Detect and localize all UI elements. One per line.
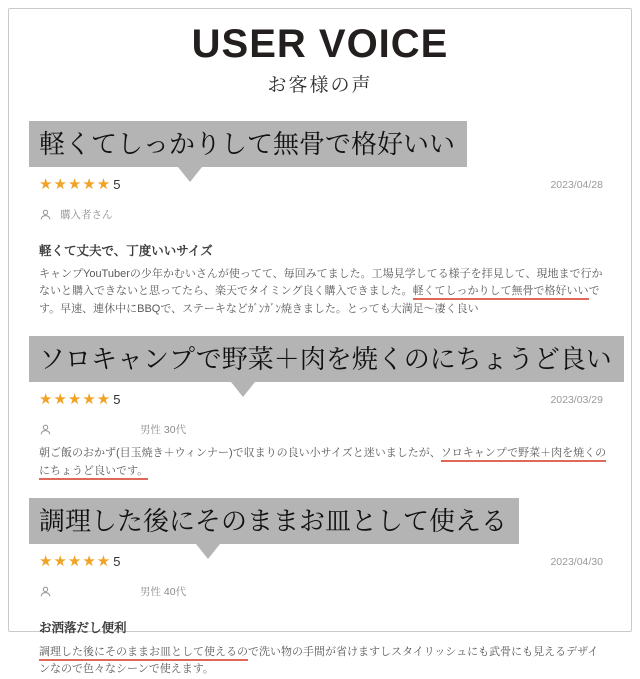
page-title: USER VOICE <box>191 22 449 66</box>
body-text: 朝ご飯のおかず(目玉焼き＋ウィンナー)で収まりの良い小サイズと迷いましたが、 <box>39 447 441 460</box>
review-date: 2023/04/28 <box>550 179 603 191</box>
person-icon <box>39 423 52 436</box>
review-title: 軽くて丈夫で、丁度いいサイズ <box>39 244 213 258</box>
page-subtitle: お客様の声 <box>267 75 373 96</box>
highlighted-text: 軽くてしっかりして無骨で格好いい <box>413 285 589 300</box>
page-content <box>9 9 631 679</box>
star-rating <box>39 553 120 571</box>
person-icon <box>39 208 52 221</box>
review-headline-banner: 軽くてしっかりして無骨で格好いい <box>29 121 467 167</box>
review-body <box>29 445 611 480</box>
body-text: キャンプYouTuberの少年かむいさんが使ってて、毎回みてました。工場見学してる様子を拝見して、現地まで行かないと購入できないと思ってたら、楽天でタイミング良く購入できました。 <box>39 268 603 298</box>
page-frame <box>8 8 632 676</box>
review-meta-row <box>29 391 611 409</box>
reviewer-attributes: 男性 40代 <box>140 585 187 598</box>
review-card-3 <box>29 498 611 679</box>
star-icons: ★★★★★ <box>39 391 112 409</box>
reviewer-row <box>29 422 611 437</box>
review-meta-row <box>29 176 611 194</box>
reviewer-row <box>29 207 611 222</box>
star-rating <box>39 391 120 409</box>
star-icons: ★★★★★ <box>39 552 112 570</box>
highlighted-text: ソロキャンプで野菜＋肉を焼くのにちょうど良いです。 <box>39 447 606 479</box>
rating-score: 5 <box>113 553 121 569</box>
rating-score: 5 <box>113 392 121 408</box>
review-date: 2023/04/30 <box>550 555 603 568</box>
review-headline-banner: ソロキャンプで野菜＋肉を焼くのにちょうど良い <box>29 336 624 382</box>
body-text: です。早速、連休中にBBQで、ステーキなどｶﾞﾝｶﾞﾝ焼きました。とっても大満足〜凄く良い <box>39 285 600 315</box>
reviewer-row <box>29 584 611 599</box>
reviewer-name: 購入者さん <box>60 209 113 221</box>
review-meta-row <box>29 553 611 571</box>
star-icons: ★★★★★ <box>39 176 112 193</box>
page-header <box>29 21 611 97</box>
review-date: 2023/03/29 <box>550 394 603 407</box>
review-card-1 <box>29 121 611 318</box>
star-rating <box>39 176 120 194</box>
highlighted-text: 調理した後にそのままお皿として使えるの <box>39 646 248 661</box>
review-card-2 <box>29 336 611 480</box>
review-headline-banner: 調理した後にそのままお皿として使える <box>29 498 519 544</box>
person-icon <box>39 585 52 598</box>
body-text: で洗い物の手間が省けますしスタイリッシュにも武骨にも見えるデザインなので色々なシーンで使えます。 <box>39 645 599 676</box>
reviewer-attributes: 男性 30代 <box>140 424 187 437</box>
review-title: お洒落だし便利 <box>39 620 127 635</box>
rating-score: 5 <box>113 177 121 192</box>
review-body <box>29 644 611 679</box>
review-body <box>29 266 611 318</box>
